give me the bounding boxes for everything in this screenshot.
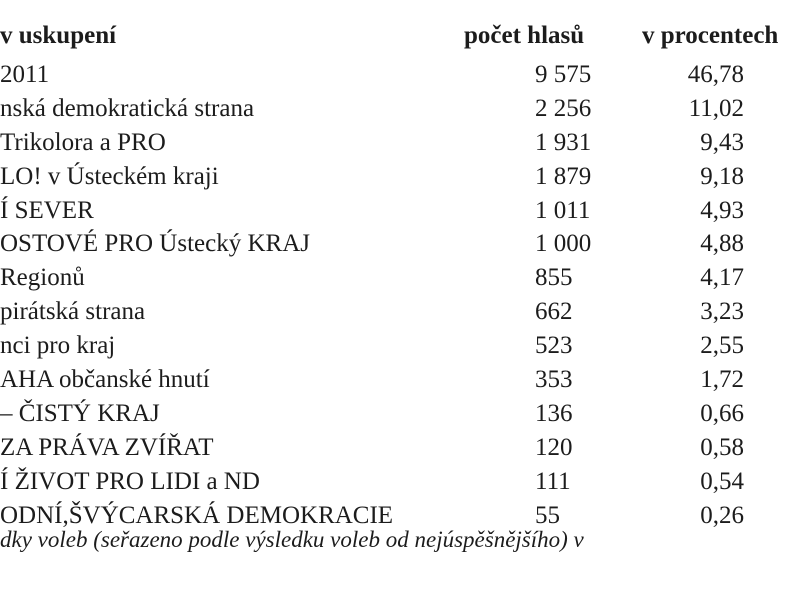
table-row: [0, 195, 800, 229]
header-votes: počet hlasů: [464, 22, 585, 49]
party-name: – ČISTÝ KRAJ: [0, 399, 160, 427]
vote-count: 523: [535, 332, 573, 360]
table-row: [0, 262, 800, 296]
header-percent: v procentech: [642, 22, 779, 49]
vote-count: 120: [535, 433, 573, 461]
vote-count: 353: [535, 366, 573, 394]
table-row: [0, 127, 800, 161]
vote-percent: 9,43: [700, 128, 744, 156]
vote-count: 662: [535, 298, 573, 326]
table-row: [0, 398, 800, 432]
table-row: [0, 466, 800, 500]
party-name: pirátská strana: [0, 298, 146, 326]
party-name: Í ŽIVOT PRO LIDI a ND: [0, 467, 260, 495]
party-name: AHA občanské hnutí: [0, 366, 210, 394]
vote-count: 2 256: [535, 94, 592, 122]
vote-percent: 1,72: [700, 366, 744, 394]
table-row: [0, 59, 800, 93]
vote-count: 1 011: [535, 196, 591, 224]
party-name: Trikolora a PRO: [0, 128, 166, 156]
table-row: [0, 228, 800, 262]
vote-count: 855: [535, 264, 573, 292]
table-caption: dky voleb (seřazeno podle výsledku voleb od nejúspěšnějšího) v: [0, 527, 584, 552]
party-name: Regionů: [0, 264, 85, 292]
table-row: [0, 432, 800, 466]
vote-count: 1 000: [535, 230, 592, 258]
vote-percent: 4,17: [700, 264, 744, 292]
party-name: ODNÍ,ŠVÝCARSKÁ DEMOKRACIE: [0, 501, 394, 529]
vote-percent: 0,26: [700, 501, 744, 529]
header-party: v uskupení: [0, 22, 117, 49]
vote-count: 1 879: [535, 162, 592, 190]
vote-count: 111: [535, 467, 571, 495]
party-name: Í SEVER: [0, 196, 94, 224]
party-name: nci pro kraj: [0, 332, 116, 360]
party-name: nská demokratická strana: [0, 94, 255, 122]
party-name: 2011: [0, 61, 50, 88]
table-body: [0, 59, 800, 533]
vote-percent: 11,02: [688, 94, 744, 122]
party-name: LO! v Ústeckém kraji: [0, 162, 219, 190]
vote-count: 136: [535, 399, 573, 427]
vote-count: 55: [535, 501, 560, 529]
table-row: [0, 161, 800, 195]
vote-percent: 46,78: [687, 61, 744, 88]
vote-count: 9 575: [535, 61, 592, 88]
vote-percent: 4,93: [700, 196, 744, 224]
vote-percent: 9,18: [700, 162, 744, 190]
table-row: [0, 364, 800, 398]
table-row: [0, 296, 800, 330]
vote-percent: 2,55: [700, 332, 744, 360]
table-row: [0, 93, 800, 127]
party-name: OSTOVÉ PRO Ústecký KRAJ: [0, 230, 310, 258]
party-name: ZA PRÁVA ZVÍŘAT: [0, 433, 214, 461]
table-row: [0, 330, 800, 364]
vote-count: 1 931: [535, 128, 592, 156]
vote-percent: 0,66: [700, 399, 744, 427]
vote-percent: 3,23: [700, 298, 744, 326]
vote-percent: 0,54: [700, 467, 744, 495]
vote-percent: 4,88: [700, 230, 744, 258]
vote-percent: 0,58: [700, 433, 744, 461]
